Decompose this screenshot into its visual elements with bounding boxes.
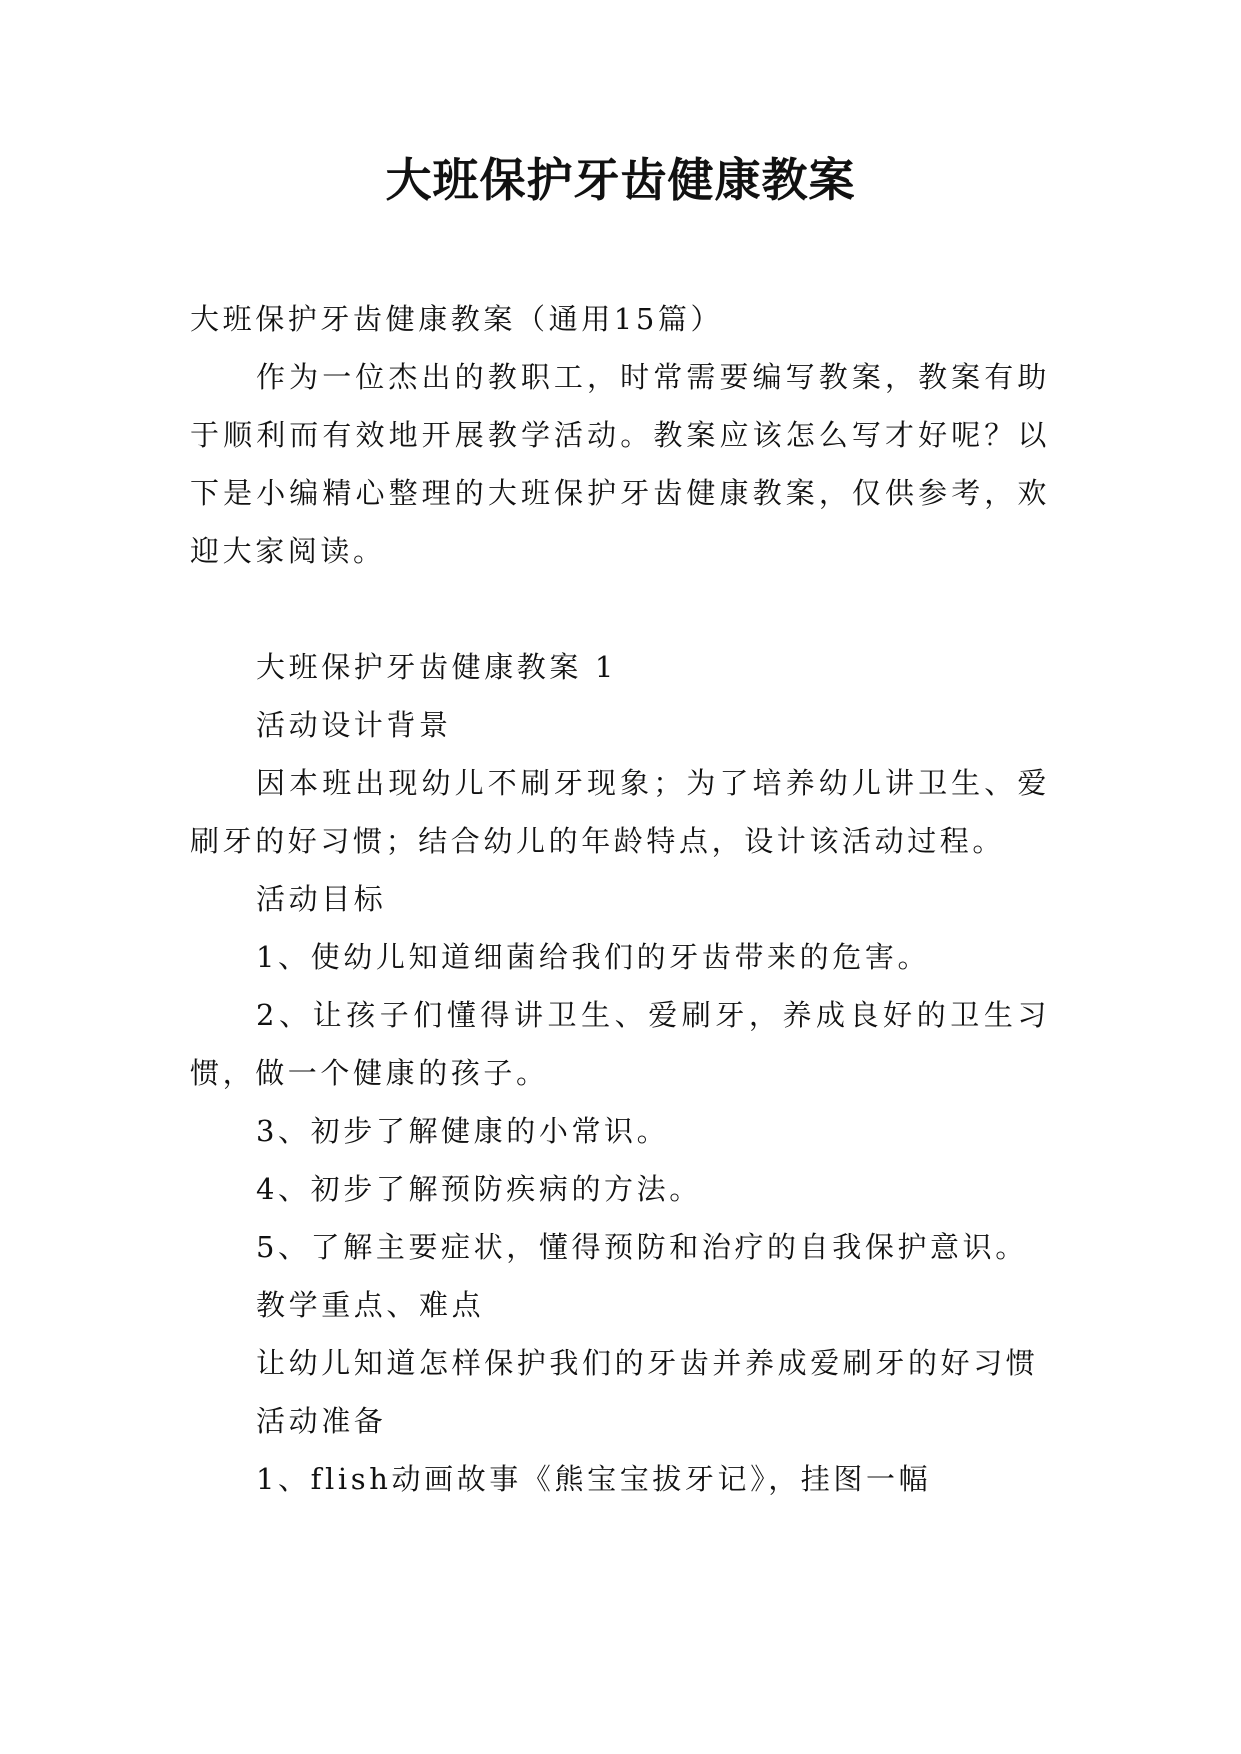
- background-heading: 活动设计背景: [256, 708, 452, 742]
- preparation-item: 1、flish动画故事《熊宝宝拔牙记》，挂图一幅: [256, 1462, 932, 1496]
- section-heading: 大班保护牙齿健康教案 1: [256, 650, 617, 684]
- goal-item: 1、使幼儿知道细菌给我们的牙齿带来的危害。: [256, 940, 931, 974]
- key-points-heading: 教学重点、难点: [256, 1288, 485, 1322]
- document-subtitle: 大班保护牙齿健康教案（通用15篇）: [190, 302, 724, 336]
- document-body: [190, 290, 1050, 1508]
- goal-item: 3、初步了解健康的小常识。: [256, 1114, 670, 1148]
- goal-item: 4、初步了解预防疾病的方法。: [256, 1172, 702, 1206]
- paragraph-spacer: [190, 580, 1050, 638]
- intro-paragraph: 作为一位杰出的教职工，时常需要编写教案，教案有助于顺利而有效地开展教学活动。教案应该怎么写才好呢？以下是小编精心整理的大班保护牙齿健康教案，仅供参考，欢迎大家阅读。: [190, 360, 1050, 568]
- preparation-heading: 活动准备: [256, 1404, 387, 1438]
- document-title: 大班保护牙齿健康教案: [385, 153, 856, 207]
- goal-item: 5、了解主要症状，懂得预防和治疗的自我保护意识。: [256, 1230, 1028, 1264]
- key-points-paragraph: 让幼儿知道怎样保护我们的牙齿并养成爱刷牙的好习惯: [256, 1346, 1039, 1380]
- background-paragraph: 因本班出现幼儿不刷牙现象；为了培养幼儿讲卫生、爱刷牙的好习惯；结合幼儿的年龄特点，设计该活动过程。: [190, 766, 1050, 858]
- goals-heading: 活动目标: [256, 882, 387, 916]
- goal-item: 2、让孩子们懂得讲卫生、爱刷牙，养成良好的卫生习惯，做一个健康的孩子。: [190, 998, 1050, 1090]
